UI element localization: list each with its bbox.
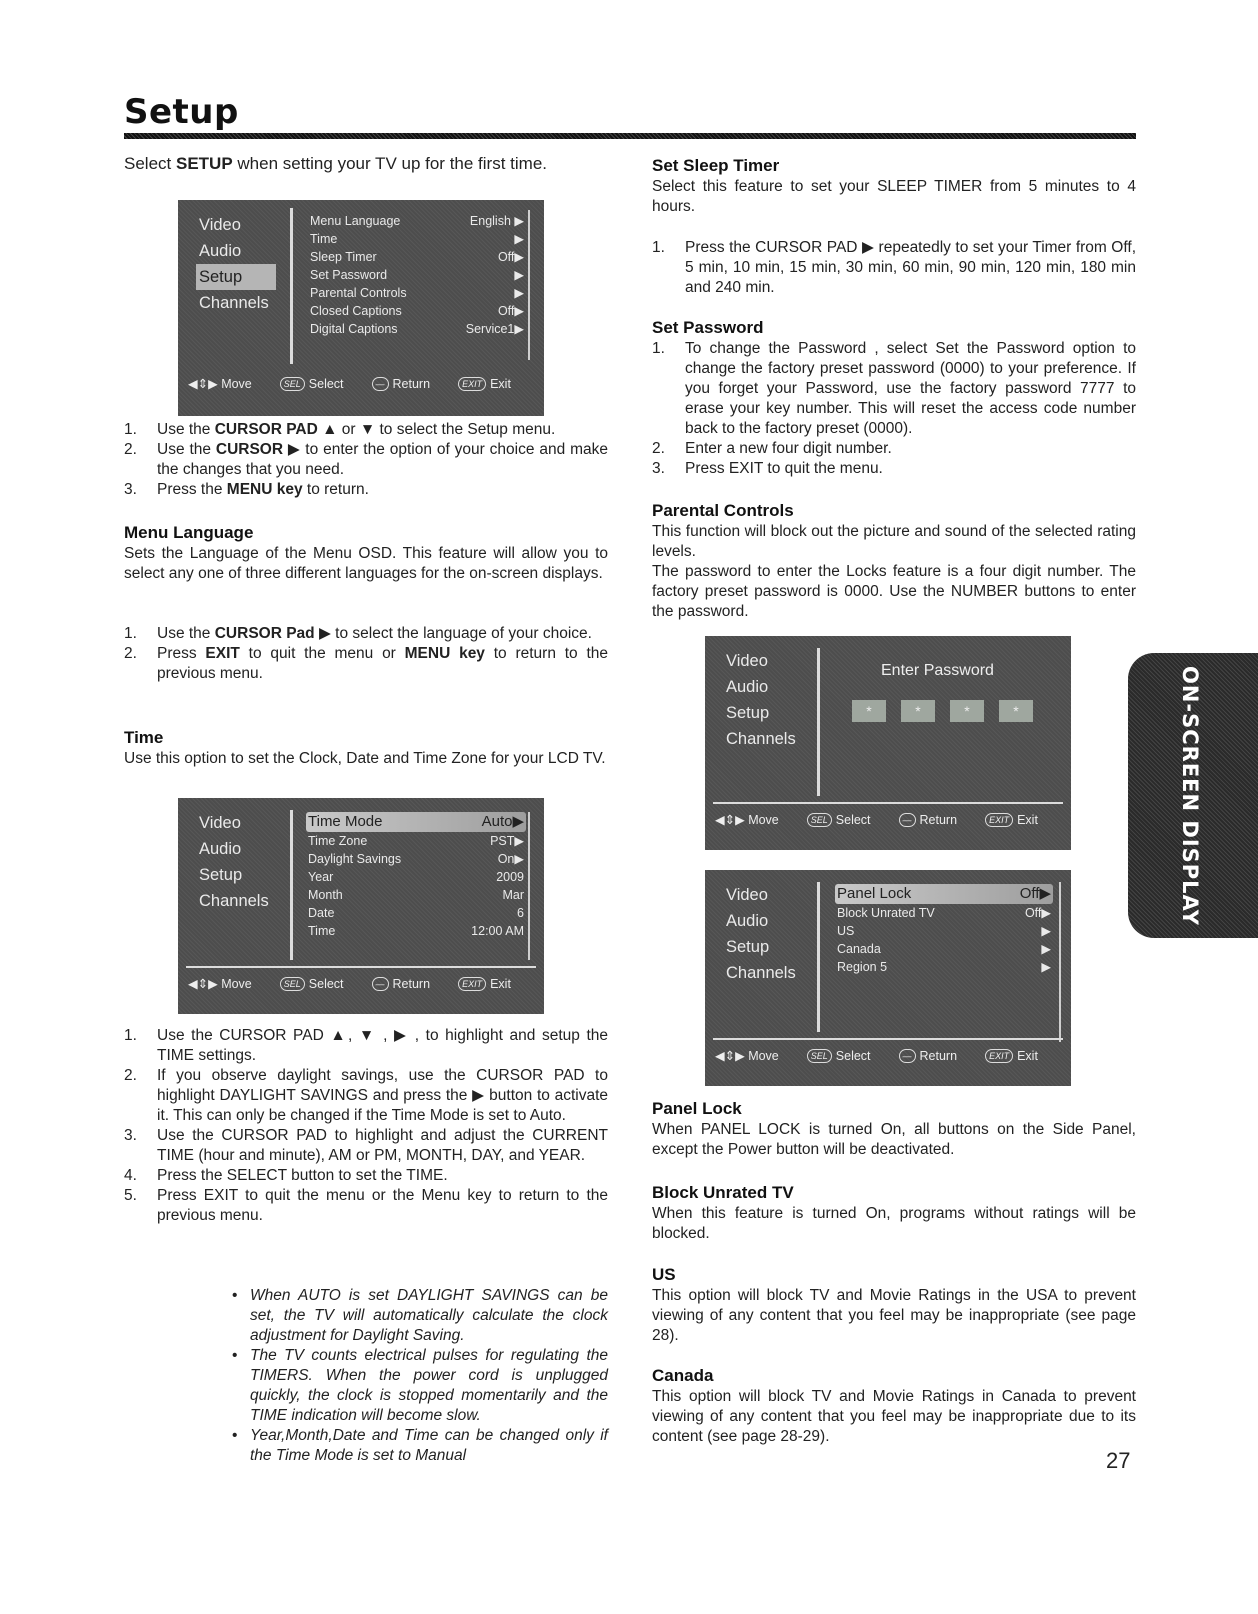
- footer-select: SEL Select: [280, 977, 358, 991]
- option-region-5: Region 5 ▶: [837, 960, 1051, 974]
- us-section: [652, 1264, 1136, 1346]
- time-step: 2. If you observe daylight savings, use the CURSOR PAD to highlight DAYLIGHT SAVINGS and press the ▶ button to activate it. This can only be changed if the Time Mode is set to Auto.: [124, 1067, 608, 1124]
- footer-exit: EXIT Exit: [458, 377, 525, 391]
- time-options: [306, 812, 526, 940]
- option-digital-captions: Digital Captions Service1▶: [310, 322, 524, 336]
- footer-return: — Return: [899, 813, 972, 827]
- intro-text: Select SETUP when setting your TV up for the first time.: [124, 154, 547, 173]
- parental-controls-heading: Parental Controls: [652, 501, 794, 520]
- option-month: Month Mar: [308, 888, 524, 902]
- set-password-step: 2. Enter a new four digit number.: [652, 440, 892, 457]
- time-note: • When AUTO is set DAYLIGHT SAVINGS can be set, the TV will automatically calculate the clock adjustment for Daylight Saving.: [232, 1287, 608, 1344]
- menu-cat-video: Video: [199, 814, 241, 832]
- menu-cat-channels: Channels: [726, 964, 796, 982]
- option-closed-captions: Closed Captions Off▶: [310, 304, 524, 318]
- footer-move: ◀⇕▶ Move: [715, 1048, 779, 1063]
- menu-language-text: Sets the Language of the Menu OSD. This feature will allow you to select any one of three different languages for the on-screen displays.: [124, 545, 608, 582]
- side-tab: [1128, 653, 1258, 938]
- option-sleep-timer: Sleep Timer Off▶: [310, 250, 524, 264]
- canada-heading: Canada: [652, 1366, 714, 1385]
- menu-cat-video: Video: [726, 652, 768, 670]
- option-year: Year 2009: [308, 870, 524, 884]
- parental-options: [835, 884, 1053, 976]
- footer-select: SEL Select: [280, 377, 358, 391]
- set-password-step: 3. Press EXIT to quit the menu.: [652, 460, 883, 477]
- us-text: This option will block TV and Movie Ratings in the USA to prevent viewing of any content that you feel may be inappropriate (see page 28).: [652, 1287, 1136, 1344]
- menu-footer-rule: [713, 802, 1063, 804]
- panel-lock-text: When PANEL LOCK is turned On, all buttons on the Side Panel, except the Power button will be deactivated.: [652, 1121, 1136, 1158]
- panel-lock-heading: Panel Lock: [652, 1099, 742, 1118]
- parental-menu-screen: [705, 870, 1071, 1086]
- menu-footer: [715, 1048, 1066, 1063]
- canada-section: [652, 1365, 1136, 1447]
- time-step: 1. Use the CURSOR PAD ▲, ▼ , ▶ , to highlight and setup the TIME settings.: [124, 1027, 608, 1064]
- setup-step: 2. Use the CURSOR ▶ to enter the option of your choice and make the changes that you need.: [124, 441, 608, 478]
- option-time-zone: Time Zone PST▶: [308, 834, 524, 848]
- time-section: [124, 727, 608, 769]
- menu-cat-setup: Setup: [726, 704, 770, 722]
- time-text: Use this option to set the Clock, Date and Time Zone for your LCD TV.: [124, 750, 606, 767]
- menu-cat-audio: Audio: [199, 840, 242, 858]
- time-step: 5. Press EXIT to quit the menu or the Menu key to return to the previous menu.: [124, 1187, 608, 1224]
- menu-cat-setup: Setup: [726, 938, 770, 956]
- option-daylight-savings: Daylight Savings On▶: [308, 852, 524, 866]
- menu-language-step: 2. Press EXIT to quit the menu or MENU key to return to the previous menu.: [124, 645, 608, 682]
- password-digit: *: [852, 700, 886, 722]
- menu-cat-channels: Channels: [199, 294, 269, 312]
- footer-move: ◀⇕▶ Move: [715, 812, 779, 827]
- time-heading: Time: [124, 728, 164, 747]
- panel-lock-section: [652, 1098, 1136, 1160]
- page-title: Setup: [124, 92, 239, 132]
- setup-steps: [124, 420, 608, 500]
- menu-cat-audio: Audio: [726, 912, 769, 930]
- time-note: • The TV counts electrical pulses for regulating the TIMERS. When the power cord is unplugged quickly, the clock is stopped momentarily and the TIME indication will become slow.: [232, 1347, 608, 1424]
- footer-return: — Return: [372, 377, 445, 391]
- time-notes: [124, 1286, 608, 1466]
- menu-footer-rule: [186, 966, 536, 968]
- footer-move: ◀⇕▶ Move: [188, 376, 252, 391]
- footer-exit: EXIT Exit: [458, 977, 525, 991]
- menu-footer: [188, 376, 539, 391]
- menu-cat-video: Video: [726, 886, 768, 904]
- option-time: Time ▶: [310, 232, 524, 246]
- menu-cat-video: Video: [199, 216, 241, 234]
- sleep-timer-text: Select this feature to set your SLEEP TIMER from 5 minutes to 4 hours.: [652, 178, 1136, 215]
- menu-divider: [290, 208, 293, 364]
- password-digit: *: [901, 700, 935, 722]
- password-digit: *: [950, 700, 984, 722]
- password-screen: [705, 636, 1071, 850]
- menu-cat-channels: Channels: [199, 892, 269, 910]
- option-block-unrated-tv: Block Unrated TV Off▶: [837, 906, 1051, 920]
- menu-language-steps: [124, 624, 608, 684]
- time-step: 4. Press the SELECT button to set the TIME.: [124, 1167, 448, 1184]
- menu-footer-rule: [713, 1038, 1063, 1040]
- option-panel-lock: Panel Lock Off▶: [837, 885, 1051, 902]
- footer-select: SEL Select: [807, 813, 885, 827]
- menu-language-heading: Menu Language: [124, 523, 254, 542]
- option-canada: Canada ▶: [837, 942, 1051, 956]
- block-unrated-heading: Block Unrated TV: [652, 1183, 794, 1202]
- menu-cat-setup: Setup: [196, 264, 276, 290]
- block-unrated-section: [652, 1182, 1136, 1244]
- option-date: Date 6: [308, 906, 524, 920]
- menu-cat-channels: Channels: [726, 730, 796, 748]
- option-parental-controls: Parental Controls ▶: [310, 286, 524, 300]
- set-password-heading: Set Password: [652, 318, 764, 337]
- menu-divider: [290, 810, 293, 960]
- page-number: 27: [1106, 1448, 1131, 1473]
- menu-divider: [817, 882, 820, 1032]
- sleep-timer-section: [652, 155, 1136, 217]
- time-step: 3. Use the CURSOR PAD to highlight and adjust the CURRENT TIME (hour and minute), AM or PM, MONTH, DAY, and YEAR.: [124, 1127, 608, 1164]
- footer-exit: EXIT Exit: [985, 1049, 1052, 1063]
- footer-select: SEL Select: [807, 1049, 885, 1063]
- title-rule: [124, 133, 1136, 139]
- menu-cat-setup: Setup: [199, 866, 243, 884]
- parental-text-2: The password to enter the Locks feature is a four digit number. The factory preset password is 0000. Use the NUMBER buttons to enter the password.: [652, 563, 1136, 620]
- time-menu-screen: [178, 798, 544, 1014]
- menu-language-section: [124, 522, 608, 584]
- menu-scrollbar: [528, 210, 530, 360]
- footer-return: — Return: [372, 977, 445, 991]
- menu-language-step: 1. Use the CURSOR Pad ▶ to select the language of your choice.: [124, 625, 592, 642]
- block-unrated-text: When this feature is turned On, programs without ratings will be blocked.: [652, 1205, 1136, 1242]
- option-time: Time 12:00 AM: [308, 924, 524, 938]
- menu-cat-audio: Audio: [726, 678, 769, 696]
- menu-scrollbar: [1059, 882, 1061, 1042]
- parental-text-1: This function will block out the picture and sound of the selected rating levels.: [652, 523, 1136, 560]
- footer-exit: EXIT Exit: [985, 813, 1052, 827]
- menu-scrollbar: [528, 812, 530, 960]
- us-heading: US: [652, 1265, 676, 1284]
- option-set-password: Set Password ▶: [310, 268, 524, 282]
- time-steps: [124, 1026, 608, 1226]
- setup-step: 3. Press the MENU key to return.: [124, 481, 369, 498]
- option-us: US ▶: [837, 924, 1051, 938]
- set-password-step: 1. To change the Password , select Set the Password option to change the factory preset password (0000) to your preference. If you forget your Password, use the factory password 7777 to erase your key number. This will reset the access code number back to the factory preset (0000).: [652, 340, 1136, 437]
- setup-menu-screen: [178, 200, 544, 416]
- option-time-mode: Time Mode Auto▶: [308, 813, 524, 830]
- setup-options: [308, 212, 526, 338]
- footer-return: — Return: [899, 1049, 972, 1063]
- time-note: • Year,Month,Date and Time can be changed only if the Time Mode is set to Manual: [232, 1427, 608, 1464]
- option-menu-language: Menu Language English ▶: [310, 214, 524, 228]
- side-tab-label: ON-SCREEN DISPLAY: [1178, 665, 1202, 927]
- sleep-timer-step: 1. Press the CURSOR PAD ▶ repeatedly to set your Timer from Off, 5 min, 10 min, 15 min, 30 min, 60 min, 90 min, 120 min, 180 min and 240 min.: [652, 239, 1136, 296]
- menu-footer: [715, 812, 1066, 827]
- menu-cat-audio: Audio: [199, 242, 242, 260]
- setup-step: 1. Use the CURSOR PAD ▲ or ▼ to select the Setup menu.: [124, 421, 556, 438]
- parental-controls-section: [652, 500, 1136, 622]
- footer-move: ◀⇕▶ Move: [188, 976, 252, 991]
- sleep-timer-heading: Set Sleep Timer: [652, 156, 780, 175]
- password-digit: *: [999, 700, 1033, 722]
- set-password-section: [652, 317, 1136, 479]
- password-title: Enter Password: [881, 662, 994, 679]
- canada-text: This option will block TV and Movie Ratings in Canada to prevent viewing of any content that you feel may be inappropriate due to its content (see page 28-29).: [652, 1388, 1136, 1445]
- menu-divider: [817, 648, 820, 796]
- menu-footer: [188, 976, 539, 991]
- sleep-timer-steps: [652, 238, 1136, 298]
